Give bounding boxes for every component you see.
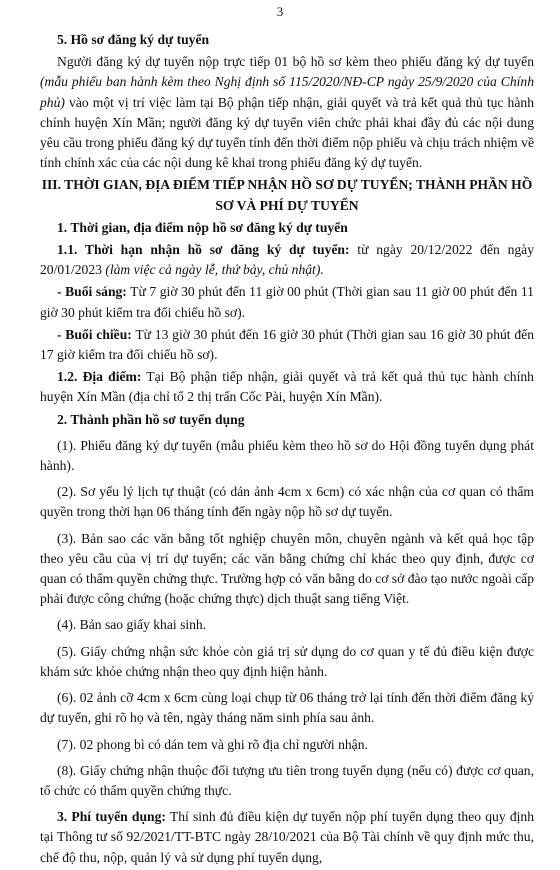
afternoon-label: - Buổi chiều: <box>57 326 132 342</box>
subsection-1-1 <box>40 240 534 280</box>
list-item: (5). Giấy chứng nhận sức khỏe còn giá trị sử dụng do cơ quan y tế đủ điều kiện được khám sức khỏe chứng nhận theo quy định hiện hành. <box>40 643 534 679</box>
list-item: (7). 02 phong bì có dán tem và ghi rõ địa chỉ người nhận. <box>57 736 368 752</box>
section-5-paragraph <box>40 52 534 173</box>
subsection-3 <box>40 807 534 868</box>
subsection-1-1-text: từ ngày 20/12/2022 đến ngày 20/01/2023 <box>40 242 534 278</box>
afternoon-hours <box>40 325 534 365</box>
list-item: (8). Giấy chứng nhận thuộc đối tượng ưu tiên trong tuyển dụng (nếu có) được cơ quan, tổ chức có thẩm quyền chứng thực. <box>40 762 534 798</box>
subsection-2-heading: 2. Thành phần hồ sơ tuyển dụng <box>57 411 245 427</box>
document-body <box>40 30 534 870</box>
subsection-1-1-label: 1.1. Thời hạn nhận hồ sơ đăng ký dự tuyển: <box>57 242 350 258</box>
list-item: (3). Bản sao các văn bằng tốt nghiệp chuyên môn, chuyên ngành và kết quả học tập theo yêu cầu của vị trí dự tuyển; các văn bằng chứng chỉ khác theo quy định, được cơ quan có thẩm quyền chứng thực. Trường hợp có văn bằng do cơ sở đào tạo nước ngoài cấp phải được công chứng (hoặc chứng thực) dịch thuật sang tiếng Việt. <box>40 530 534 607</box>
subsection-3-text: Thí sinh đủ điều kiện dự tuyển nộp phí tuyển dụng theo quy định tại Thông tư số 92/2021/TT-BTC ngày 28/10/2021 của Bộ Tài chính về quy định mức thu, chế độ thu, nộp, quản lý và sử dụng phí tuyển dụng, <box>40 809 534 865</box>
subsection-3-label: 3. Phí tuyển dụng: <box>57 809 166 825</box>
list-item: (6). 02 ảnh cỡ 4cm x 6cm cùng loại chụp từ 06 tháng trở lại tính đến thời điểm đăng ký dự tuyển, ghi rõ họ và tên, ngày tháng năm sinh phía sau ảnh. <box>40 690 534 726</box>
subsection-1-2 <box>40 367 534 407</box>
subsection-1-2-label: 1.2. Địa điểm: <box>57 369 142 385</box>
list-item: (1). Phiếu đăng ký dự tuyển (mẫu phiếu kèm theo hồ sơ do Hội đồng tuyển dụng phát hành). <box>40 437 534 474</box>
afternoon-text: Từ 13 giờ 30 phút đến 16 giờ 30 phút (Thời gian sau 16 giờ 30 phút đến 17 giờ kiểm tra đối chiếu hồ sơ). <box>40 326 534 363</box>
page-number: 3 <box>276 4 284 19</box>
morning-text: Từ 7 giờ 30 phút đến 11 giờ 00 phút (Thời gian sau 11 giờ 00 phút đến 11 giờ 30 phút kiểm tra đối chiếu hồ sơ). <box>40 284 534 320</box>
s5-text-c: vào một vị trí việc làm tại Bộ phận tiếp nhận, giải quyết và trả kết quả thủ tục hành chính huyện Xín Mần; người đăng ký dự tuyển viên chức phải khai đầy đủ các nội dung yêu cầu trong phiếu đăng ký dự tuyển tính đến thời điểm nộp phiếu và chịu trách nhiệm về tính chính xác của các nội dung kê khai trong phiếu đăng ký dự tuyển. <box>40 94 534 171</box>
morning-label: - Buổi sáng: <box>57 284 127 300</box>
section-iii-title: III. THỜI GIAN, ĐỊA ĐIỂM TIẾP NHẬN HỒ SƠ DỰ TUYỂN; THÀNH PHẦN HỒ SƠ VÀ PHÍ DỰ TUYỂN <box>41 177 533 213</box>
s5-text-italic: (mẫu phiếu ban hành kèm theo Nghị định số 115/2020/NĐ-CP ngày 25/9/2020 của Chính phủ) <box>40 74 534 110</box>
subsection-1-heading: 1. Thời gian, địa điểm nộp hồ sơ đăng ký dự tuyển <box>57 219 348 235</box>
subsection-1-1-note: (làm việc cả ngày lễ, thứ bảy, chủ nhật). <box>105 262 324 278</box>
s5-text-a: Người đăng ký dự tuyển nộp trực tiếp 01 bộ hồ sơ kèm theo phiếu đăng ký dự tuyển <box>57 54 534 70</box>
list-item: (2). Sơ yếu lý lịch tự thuật (có dán ảnh 4cm x 6cm) có xác nhận của cơ quan có thẩm quyền trong thời hạn 06 tháng tính đến ngày nộp hồ sơ dự tuyển. <box>40 484 534 520</box>
subsection-1-2-text: Tại Bộ phận tiếp nhận, giải quyết và trả kết quả thủ tục hành chính huyện Xín Mần (địa chỉ tổ 2 thị trấn Cốc Pài, huyện Xín Mần). <box>40 369 534 405</box>
morning-hours <box>40 282 534 322</box>
list-item: (4). Bản sao giấy khai sinh. <box>57 617 207 633</box>
section-5-heading: 5. Hồ sơ đăng ký dự tuyển <box>57 32 210 47</box>
